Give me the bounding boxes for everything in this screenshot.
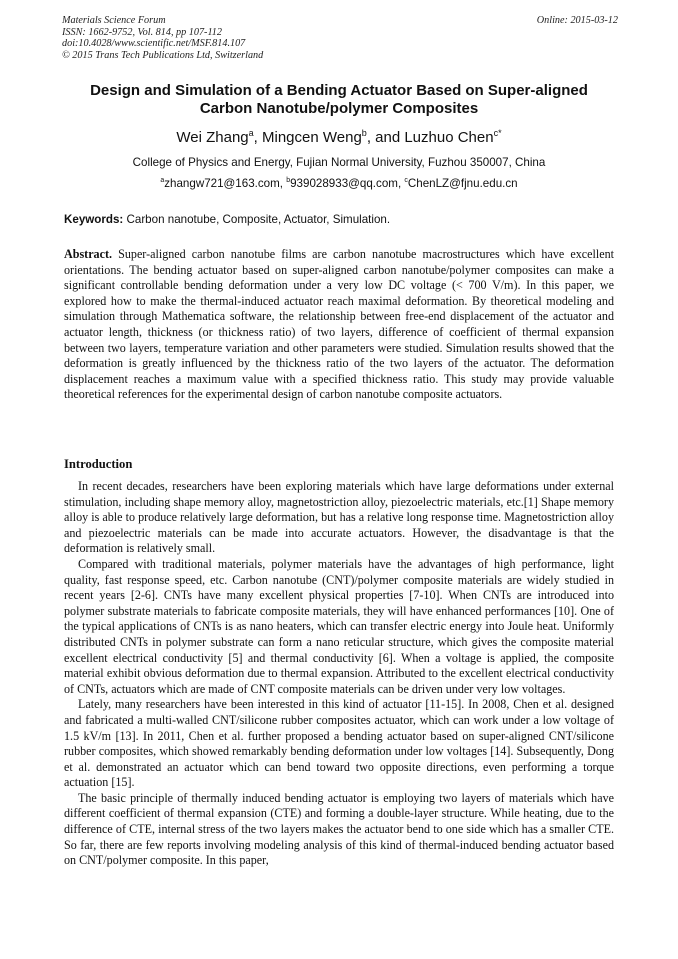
- paper-title-line-2: Carbon Nanotube/polymer Composites: [199, 100, 479, 117]
- keywords-label: Keywords:: [64, 213, 124, 226]
- abstract-text: Super-aligned carbon nanotube films are carbon nanotube macrostructures which have excellent orientations. The bending actuator based on super-aligned carbon nanotube/polymer composites can make a significant controllable bending deformation under a very low DC voltage (< 700 V/m). In this paper, we explored how to make the thermal-induced actuator reach maximal deformation. By theoretical modeling and simulation through Mathematica software, the relationship between free-end displacement of the actuator and actuator length, thickness (or thickness ratio) of two layers, difference of coefficient of thermal expansion between two layers, temperature variation and other parameters were studied. Simulation results showed that the deformation is greatly influenced by the thickness ratio of the two layers of the actuator. The deformation displacement reaches a maximum value with a specified thickness ratio. This study may provide valuable theoretical references for the experimental design of carbon nanotube composite actuators.: [64, 247, 614, 402]
- paragraph: The basic principle of thermally induced bending actuator is employing two layers of materials which have different coefficient of thermal expansion (CTE) and forming a double-layer structure. While heating, due to the difference of CTE, internal stress of the two layers makes the actuator bend to one side which has a smaller CTE. So far, there are few reports involving modeling analysis of this kind of thermal-induced bending actuator based on CNT/polymer composite. In this paper,: [64, 790, 614, 868]
- email-address[interactable]: ChenLZ@fjnu.edu.cn: [407, 177, 518, 190]
- email-address[interactable]: zhangw721@163.com: [164, 177, 280, 190]
- author-superscript: b: [361, 128, 367, 138]
- keywords-text: Carbon nanotube, Composite, Actuator, Simulation.: [123, 213, 391, 226]
- online-date: Online: 2015-03-12: [536, 15, 618, 26]
- author-superscript: c*: [493, 128, 502, 138]
- section-heading-introduction: Introduction: [64, 457, 133, 471]
- author-name: Wei Zhang: [176, 129, 249, 146]
- journal-doi: doi:10.4028/www.scientific.net/MSF.814.107: [62, 38, 246, 50]
- paper-title-line-1: Design and Simulation of a Bending Actuator Based on Super-aligned: [90, 82, 588, 99]
- author-superscript: a: [248, 128, 254, 138]
- journal-name: Materials Science Forum: [62, 15, 166, 26]
- journal-copyright: © 2015 Trans Tech Publications Ltd, Switzerland: [62, 49, 264, 61]
- journal-info: [62, 15, 618, 61]
- email-separator: ,: [279, 177, 287, 190]
- paragraph: Compared with traditional materials, polymer materials have the advantages of high performance, light quality, fast response speed, etc. Carbon nanotube (CNT)/polymer composite materials are widely studied in recent years [2-6]. CNTs have many excellent physical properties [7-10]. When CNTs are introduced into polymer substrate materials to fabricate composite materials, they will have enhanced performances [10]. One of the typical applications of CNTs is as nano heaters, which can transfer electric energy into Joule heat. Uniformly distributed CNTs in polymer substrate can form a nano reticular structure, which gives the composite material excellent electrical conductivity [5] and thermal conductivity [6]. When a voltage is applied, the composite material exhibit obvious deformation due to thermal expansion. Attributed to the excellent electrical conductivity of CNTs, actuators which are made of CNT composite materials can be driven under very low voltages.: [64, 556, 614, 696]
- paragraph: In recent decades, researchers have been exploring materials which have large deformations under external stimulation, including shape memory alloy, magnetostriction alloy, piezoelectric materials, etc.[1] Shape memory alloy is able to produce relatively large deformation, but has a relative long response time. Magnetostriction alloy and piezoelectric materials can be made into accurate actuators. However, the disadvantage is that the deformation is relatively small.: [64, 479, 614, 556]
- email-address[interactable]: 939028933@qq.com: [290, 177, 398, 190]
- email-superscript: b: [286, 177, 291, 185]
- affiliation: College of Physics and Energy, Fujian Normal University, Fuzhou 350007, China: [132, 156, 546, 169]
- journal-header: [62, 15, 618, 61]
- introduction-body: [64, 479, 614, 869]
- paper-title: [64, 82, 614, 118]
- email-separator: ,: [397, 177, 405, 190]
- journal-issn: ISSN: 1662-9752, Vol. 814, pp 107-112: [62, 26, 222, 38]
- email-superscript: c: [404, 177, 408, 185]
- author-emails: [64, 177, 614, 191]
- author-name: Luzhuo Chen: [404, 129, 494, 146]
- abstract: [64, 247, 614, 403]
- author-separator: , and: [366, 129, 405, 146]
- paragraph: Lately, many researchers have been interested in this kind of actuator [11-15]. In 2008, Chen et al. designed and fabricated a multi-walled CNT/silicone rubber composites actuator, which can work under a low voltage of 1.5 kV/m [13]. In 2011, Chen et al. further proposed a bending actuator based on super-aligned CNT/silicone rubber composites, which showed remarkably bending deformation under low voltages [14]. Subsequently, Dong et al. demonstrated an actuator which can bend toward two opposite directions, even performing a torque actuation [15].: [64, 697, 614, 790]
- email-superscript: a: [160, 177, 165, 185]
- author-separator: ,: [253, 129, 263, 146]
- keywords: [64, 213, 614, 227]
- author-name: Mingcen Weng: [262, 129, 362, 146]
- abstract-label: Abstract.: [64, 247, 113, 261]
- author-list: [64, 129, 614, 147]
